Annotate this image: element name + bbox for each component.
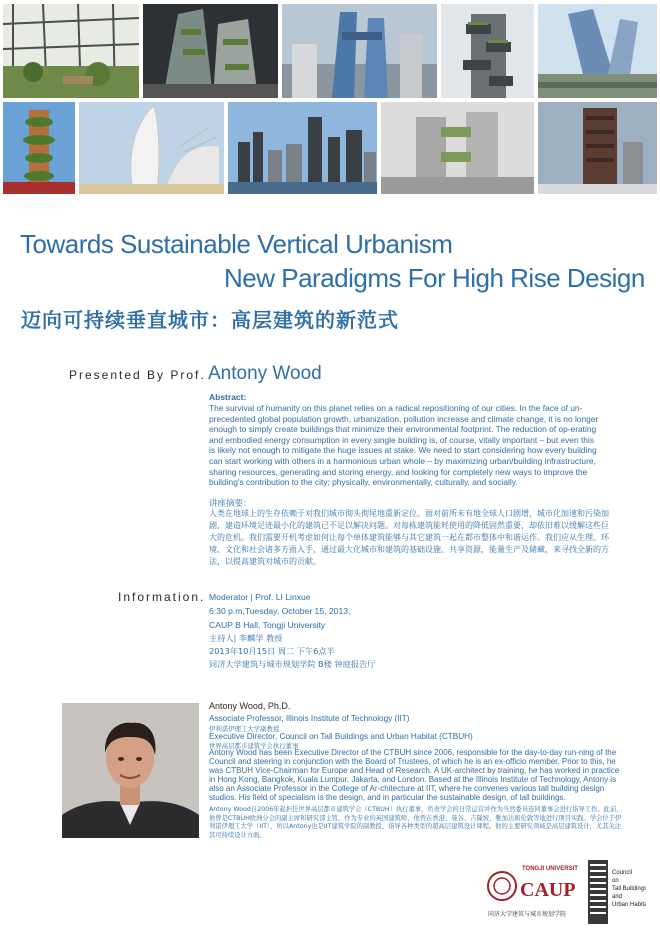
info-time: 6:30 p.m,Tuesday, October 15, 2013, xyxy=(209,606,351,616)
abstract-heading: Abstract: xyxy=(209,392,247,402)
photo-city-skyline xyxy=(228,102,377,194)
speaker-portrait xyxy=(62,703,199,838)
bio-text-zh: Antony Wood自2006年起担任世界高层都市建筑学会（CTBUH）执行董事，负责学会的日常运营并作为当然委员连同董事会进行指导工作。此前，他曾是CTBUH欧洲分会的副主席和研究部主管。作为专业的英国建筑师，他曾在香港、曼谷、吉隆坡、雅加达和伦敦等地进行项目实践。学会位于伊利诺伊理工大学（IIT），所以Antony也是IIT建筑学院的副教授，指导各种类型的超高层建筑设计课程。他的主要研究领域是高层建筑设计，尤其关注其可持续设计方面。 xyxy=(209,806,623,839)
photo-green-skyscraper-model xyxy=(143,4,278,98)
ctbuh-logo xyxy=(586,858,646,926)
bio-role1: Associate Professor, Illinois Institute of Technology (IIT) xyxy=(209,714,410,723)
presenter-name: Antony Wood xyxy=(208,363,322,384)
bio-role2-zh: 世界高层都市建筑学会执行董事 xyxy=(209,742,299,750)
presented-by-label: Presented By Prof. xyxy=(69,368,206,382)
info-time-zh: 2013年10月15日 周二 下午6点半 xyxy=(209,646,335,656)
bio-role1-zh: 伊利诺伊理工大学副教授 xyxy=(209,725,280,733)
bio-role2: Executive Director, Council on Tall Buildings and Urban Habitat (CTBUH) xyxy=(209,732,473,741)
photo-tilted-tower-waterfront xyxy=(538,4,657,98)
abstract-chinese-heading: 讲座摘要： xyxy=(209,499,252,509)
tongji-sub-text: 同济大学建筑与城市规划学院 xyxy=(488,911,567,918)
photo-spiral-green-tower xyxy=(3,102,75,194)
info-moderator-zh: 主持人| 李麟学 教授 xyxy=(209,633,283,643)
ctbuh-line1: Council xyxy=(612,870,633,876)
abstract-english: The survival of humanity on this planet relies on a radical repositioning of our cities. In the face of un-precedented global population growth, urbanization, pollution increase and climate change, it is no longer enough to simply create buildings that minimize their environmental footprint. The reduction of op-erating and embodied energy consumption in every single building is, of course, vitally important – but even this is likely not enough to mitigate the huge issues at stake. We need to start considering how every building can start working with others in a harmonious urban whole – by maximizing urban/building infrastructure, sharing resources, generating and storing energy, and looking for completely new ways to improve the building's contribution to the city; physically, environmentally, culturally, and socially. xyxy=(209,403,599,488)
tongji-caup-text: CAUP xyxy=(520,879,576,901)
photo-stacked-tower xyxy=(441,4,534,98)
ctbuh-line3: Tall Buildings xyxy=(612,886,646,892)
abstract-chinese: 人类在地球上的生存依赖于对我们城市彻头彻尾地重新定位。面对前所未有地全球人口剧增，城市化加速和污染加剧，建造环境足迹最小化的建筑已不足以解决问题。对每栋建筑能耗使用的降低固然重要，却依旧难以缓解这些巨大的危机。我们需要开机考虑如何让每个单体建筑能够与其它建筑一起在都市整体中和谐运作。我们应从生理、环境、文化和社会诸多方面入手，通过最大化城市和建筑的基础设施、共享资源，能量生产及储藏，来寻找全新的方法，以提高建筑对城市的贡献。 xyxy=(209,509,609,566)
title-english-line1: Towards Sustainable Vertical Urbanism xyxy=(20,229,453,259)
information-label: Information. xyxy=(118,590,206,604)
bio-name: Antony Wood, Ph.D. xyxy=(209,701,291,711)
tongji-top-text: TONGJI UNIVERSITY xyxy=(522,866,578,872)
info-venue-zh: 同济大学建筑与城市规划学院 B楼 钟庭报告厅 xyxy=(209,659,376,669)
photo-tall-tower-street xyxy=(538,102,657,194)
info-venue: CAUP B Hall, Tongji University xyxy=(209,620,326,630)
photo-linked-towers-render xyxy=(381,102,534,194)
photo-twin-towers-bridge xyxy=(282,4,437,98)
info-moderator: Moderator | Prof. LI Linxue xyxy=(209,592,311,602)
title-english-line2: New Paradigms For High Rise Design xyxy=(224,263,645,293)
bio-text: Antony Wood has been Executive Director of the CTBUH since 2006, responsible for the day-to-day run-ning of the Council and steering in conjunction with the Board of Trustees, of which he is an ex-officio member. Prior to this, he was CTBUH Vice-Chairman for Europe and Head of Research. A UK-architect by training, he has worked in practice in Hong Kong, Bangkok, Kuala Lumpur, Jakarta, and London. Based at the Illinois Institute of Technology, Antony is also an Associate Professor in the College of Ar-chitecture at IIT, where he convenes various tall building design studios. His field of specialism is the design, and in particular the sustainable design, of tall buildings. xyxy=(209,748,620,802)
photo-curved-white-towers xyxy=(79,102,224,194)
tongji-caup-logo xyxy=(486,858,578,926)
ctbuh-line5: Urban Habitat xyxy=(612,902,646,908)
ctbuh-line2: on xyxy=(612,878,619,884)
ctbuh-line4: and xyxy=(612,894,623,900)
title-chinese: 迈向可持续垂直城市：高层建筑的新范式 xyxy=(21,308,399,332)
photo-glass-tower-garden xyxy=(3,4,139,98)
